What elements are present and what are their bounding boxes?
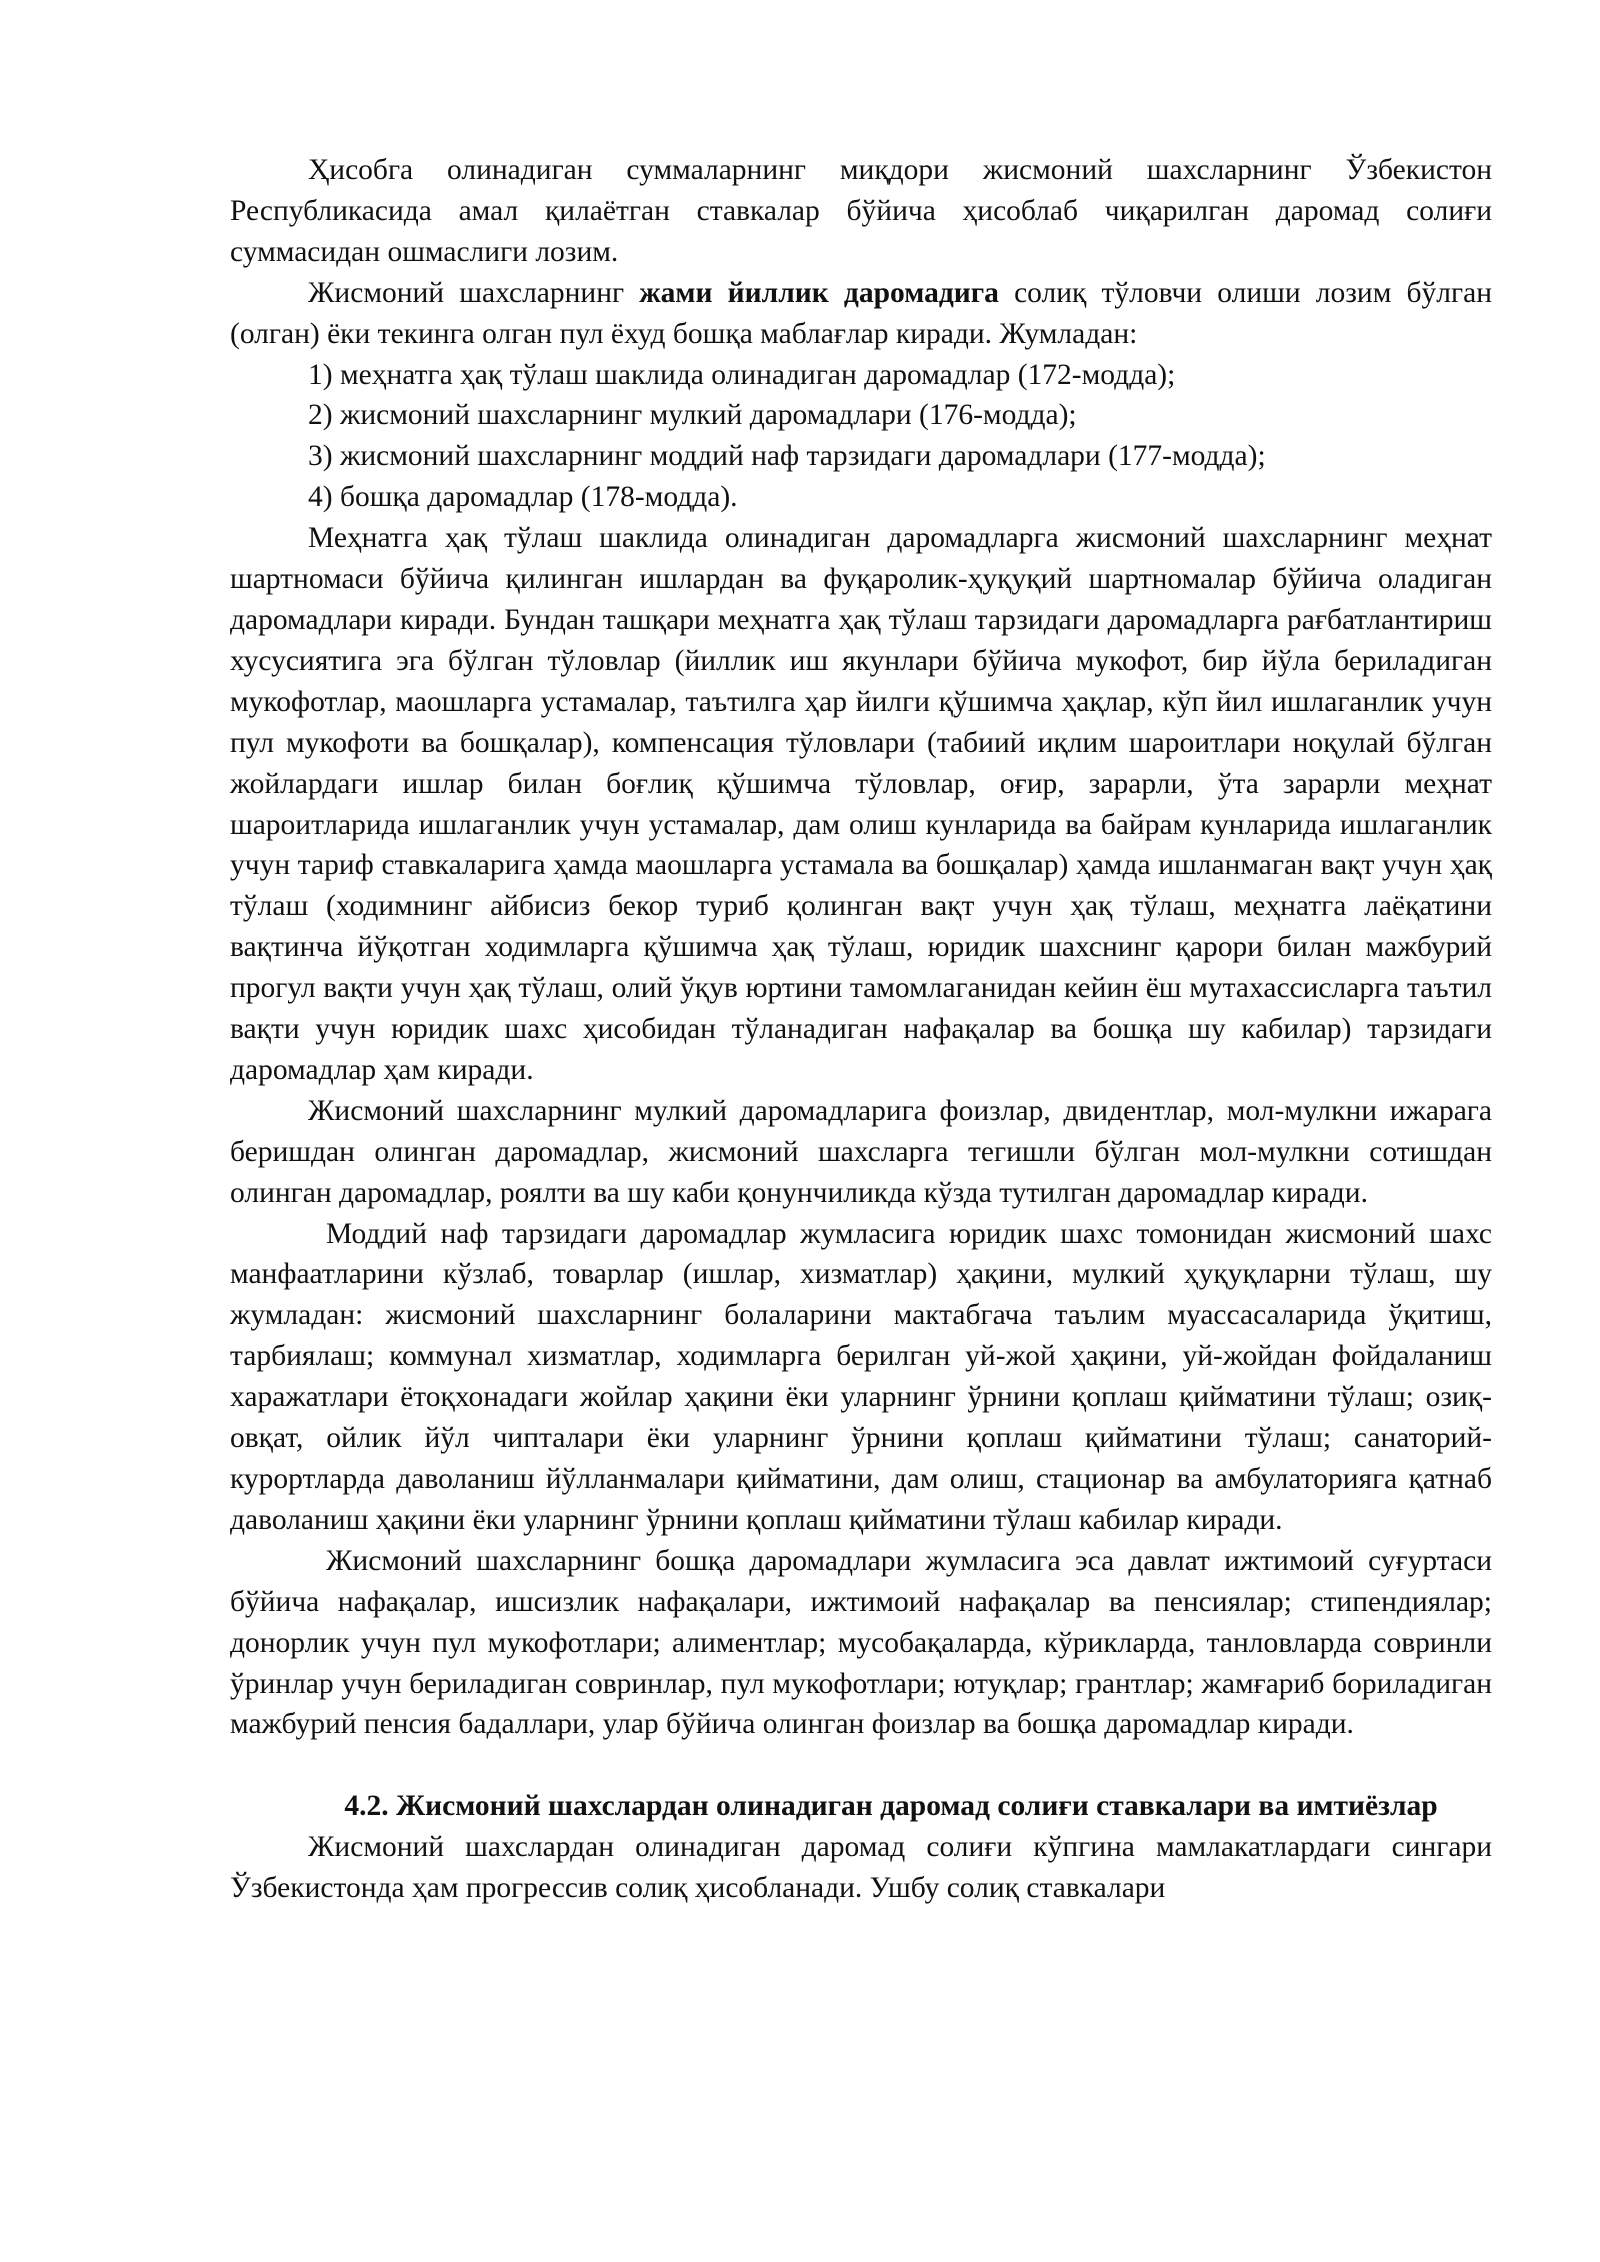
paragraph-annual-income xyxy=(230,273,1492,355)
list-item: 4) бошқа даромадлар (178-модда). xyxy=(308,481,738,514)
list-item: 3) жисмоний шахсларнинг моддий наф тарзидаги даромадлари (177-модда); xyxy=(308,440,1266,473)
paragraph-material-benefit: Моддий наф тарзидаги даромадлар жумласига юридик шахс томонидан жисмоний шахс манфаатларини кўзлаб, товарлар (ишлар, хизматлар) ҳақини, мулкий ҳуқуқларни тўлаш, шу жумладан: жисмоний шахсларнинг болаларини мактабгача таълим муассасаларида ўқитиш, тарбиялаш; коммунал хизматлар, ходимларга берилган уй-жой ҳақини, уй-жойдан фойдаланиш харажатлари ётоқхонадаги жойлар ҳақини ёки уларнинг ўрнини қоплаш қийматини тўлаш; озиқ-овқат, ойлик йўл чипталари ёки уларнинг ўрнини қоплаш қийматини тўлаш; санаторий-курортларда даволаниш йўлланмалари қийматини, дам олиш, стационар ва амбулаторияга қатнаб даволаниш ҳақини ёки уларнинг ўрнини қоплаш қийматини тўлаш кабилар киради. xyxy=(230,1217,1492,1536)
list-item: 1) меҳнатга ҳақ тўлаш шаклида олинадиган даромадлар (172-модда); xyxy=(308,358,1176,391)
paragraph-property-income: Жисмоний шахсларнинг мулкий даромадларига фоизлар, двидентлар, мол-мулкни ижарага беришдан олинган даромадлар, жисмоний шахсларга тегишли бўлган мол-мулкни сотишдан олинган даромадлар, роялти ва шу каби қонунчиликда кўзда тутилган даромадлар киради. xyxy=(230,1094,1492,1209)
paragraph-other-income: Жисмоний шахсларнинг бошқа даромадлари жумласига эса давлат ижтимоий суғуртаси бўйича нафақалар, ишсизлик нафақалари, ижтимоий нафақалар ва пенсиялар; стипендиялар; донорлик учун пул мукофотлари; алиментлар; мусобақаларда, кўрикларда, танловларда совринли ўринлар учун бериладиган совринлар, пул мукофотлари; ютуқлар; грантлар; жамғариб бориладиган мажбурий пенсия бадаллари, улар бўйича олинган фоизлар ва бошқа даромадлар киради. xyxy=(230,1544,1492,1741)
paragraph-credit-limit: Ҳисобга олинадиган суммаларнинг миқдори жисмоний шахсларнинг Ўзбекистон Республикасида амал қилаётган ставкалар бўйича ҳисоблаб чиқарилган даромад солиғи суммасидан ошмаслиги лозим. xyxy=(230,154,1492,268)
paragraph-tax-rates: Жисмоний шахслардан олинадиган даромад солиғи кўпгина мамлакатлардаги сингари Ўзбекистонда ҳам прогрессив солиқ ҳисобланади. Ушбу солиқ ставкалари xyxy=(230,1831,1492,1905)
section-heading: 4.2. Жисмоний шахслардан олинадиган даромад солиғи ставкалари ва имтиёзлар xyxy=(344,1790,1438,1823)
paragraph-labor-income: Меҳнатга ҳақ тўлаш шаклида олинадиган даромадларга жисмоний шахсларнинг меҳнат шартномаси бўйича қилинган ишлардан ва фуқаролик-ҳуқуқий шартномалар бўйича оладиган даромадлари киради. Бундан ташқари меҳнатга ҳақ тўлаш тарзидаги даромадларга рағбатлантириш хусусиятига эга бўлган тўловлар (йиллик иш якунлари бўйича мукофот, бир йўла бериладиган мукофотлар, маошларга устамалар, таътилга ҳар йилги қўшимча ҳақлар, кўп йил ишлаганлик учун пул мукофоти ва бошқалар), компенсация тўловлари (табиий иқлим шароитлари ноқулай бўлган жойлардаги ишлар билан боғлиқ қўшимча тўловлар, оғир, зарарли, ўта зарарли меҳнат шароитларида ишлаганлик учун устамалар, дам олиш кунларида ва байрам кунларида ишлаганлик учун тариф ставкаларига ҳамда маошларга устамала ва бошқалар) ҳамда ишланмаган вақт учун ҳақ тўлаш (ходимнинг айбисиз бекор туриб қолинган вақт учун ҳақ тўлаш, меҳнатга лаёқатини вақтинча йўқотган ходимларга қўшимча ҳақ тўлаш, юридик шахснинг қарори билан мажбурий прогул вақти учун ҳақ тўлаш, олий ўқув юртини тамомлаганидан кейин ёш мутахассисларга таътил вақти учун юридик шахс ҳисобидан тўланадиган нафақалар ва бошқа шу кабилар) тарзидаги даромадлар ҳам киради. xyxy=(230,522,1492,1086)
document-page xyxy=(230,150,1492,1909)
list-item: 2) жисмоний шахсларнинг мулкий даромадлари (176-модда); xyxy=(308,399,1077,432)
annual-income-lead: Жисмоний шахсларнинг xyxy=(308,276,640,309)
annual-income-bold-term: жами йиллик даромадига xyxy=(639,276,999,309)
annual-income-rest: солиқ тўловчи олиши лозим бўлган (олган) ёки текинга олган пул ёхуд бошқа маблағлар киради. Жумладан: xyxy=(230,276,1493,350)
